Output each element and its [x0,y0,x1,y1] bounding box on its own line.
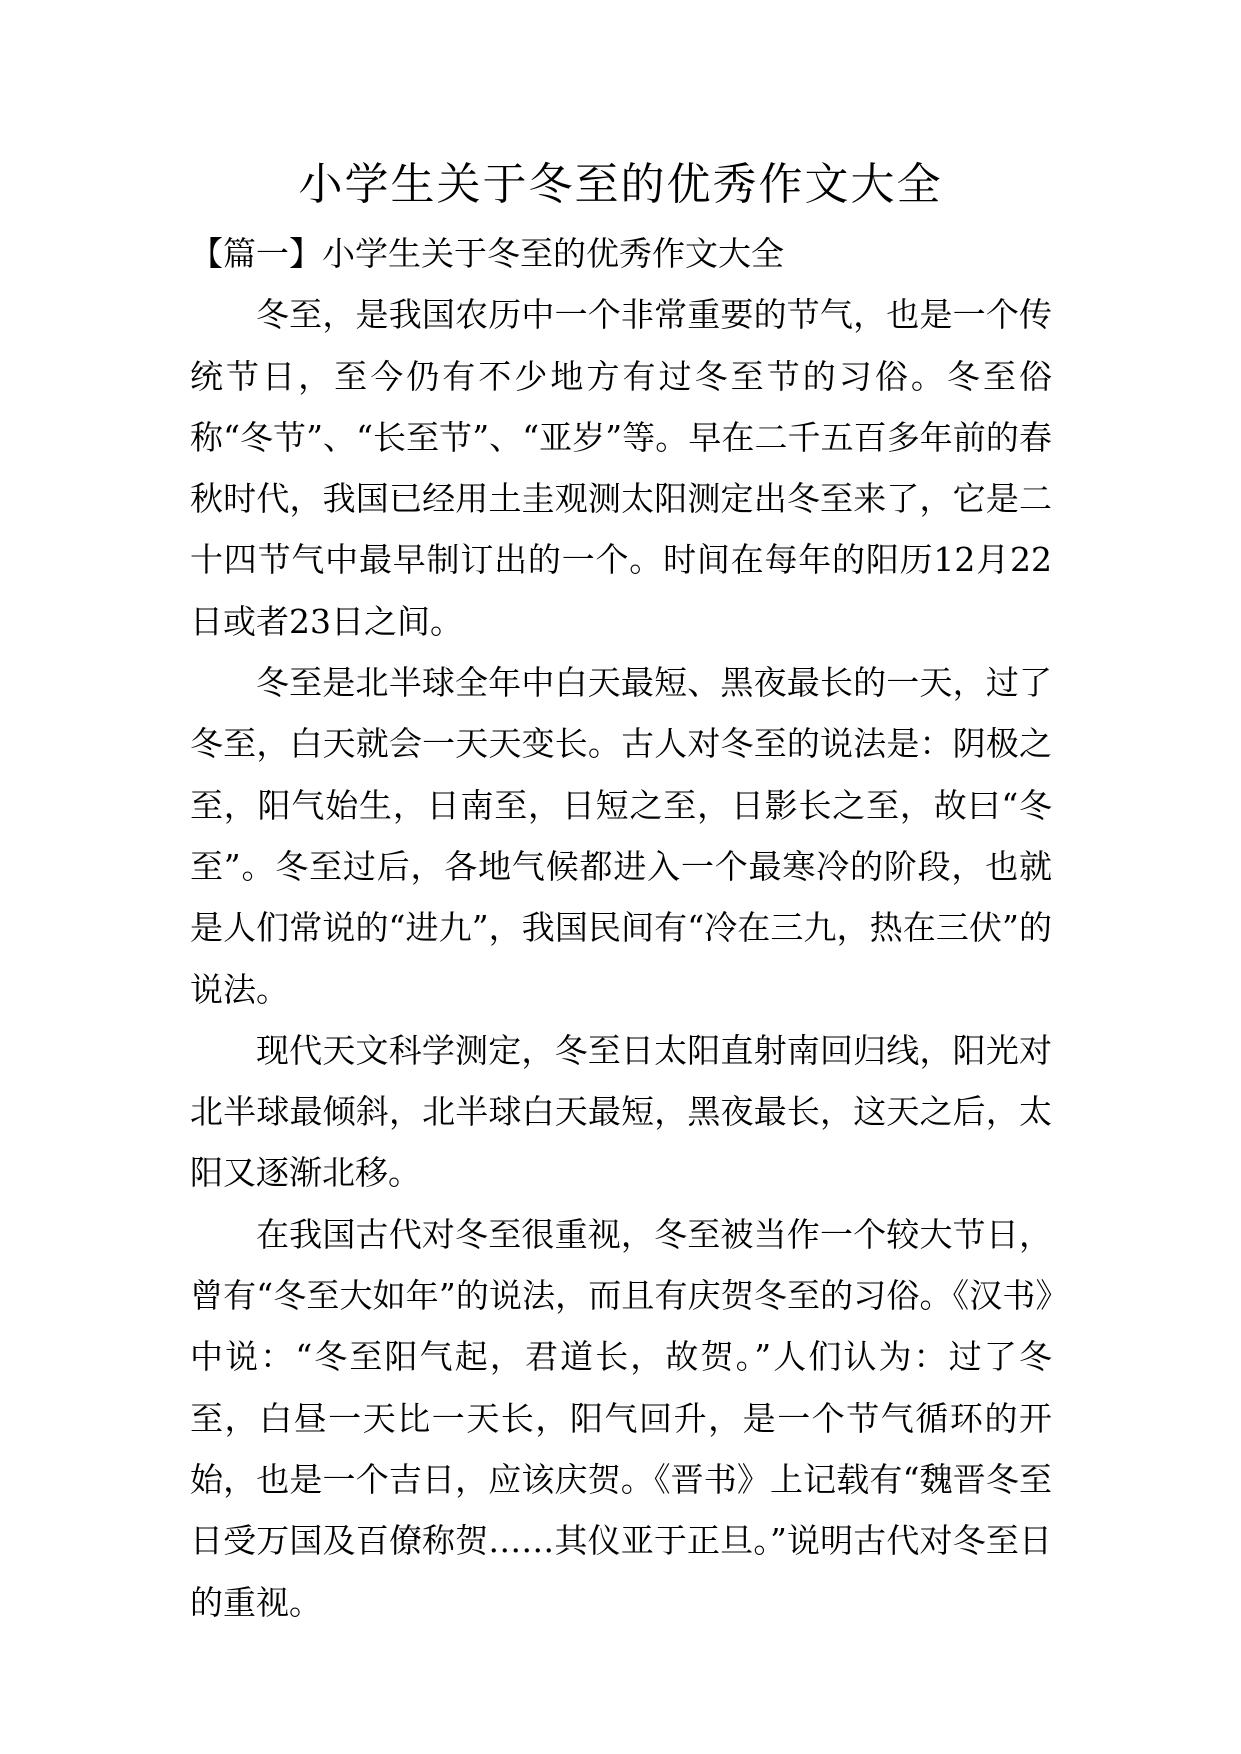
paragraph-1: 冬至，是我国农历中一个非常重要的节气，也是一个传统节日，至今仍有不少地方有过冬至节的习俗。冬至俗称“冬节”、“长至节”、“亚岁”等。早在二千五百多年前的春秋时代，我国已经用土圭观测太阳测定出冬至来了，它是二十四节气中最早制订出的一个。时间在每年的阳历12月22日或者23日之间。 [190,295,1052,641]
section-heading: 【篇一】小学生关于冬至的优秀作文大全 [190,234,784,273]
document-title: 小学生关于冬至的优秀作文大全 [298,159,943,210]
paragraph-3: 现代天文科学测定，冬至日太阳直射南回归线，阳光对北半球最倾斜，北半球白天最短，黑夜最长，这天之后，太阳又逐渐北移。 [190,1030,1052,1193]
paragraph-2: 冬至是北半球全年中白天最短、黑夜最长的一天，过了冬至，白天就会一天天变长。古人对冬至的说法是：阴极之至，阳气始生，日南至，日短之至，日影长之至，故曰“冬至”。冬至过后，各地气候都进入一个最寒冷的阶段，也就是人们常说的“进九”，我国民间有“冷在三九，热在三伏”的说法。 [190,663,1052,1009]
document-body [190,223,1052,1633]
paragraph-4: 在我国古代对冬至很重视，冬至被当作一个较大节日，曾有“冬至大如年”的说法，而且有庆贺冬至的习俗。《汉书》中说：“冬至阳气起，君道长，故贺。”人们认为：过了冬至，白昼一天比一天长，阳气回升，是一个节气循环的开始，也是一个吉日，应该庆贺。《晋书》上记载有“魏晋冬至日受万国及百僚称贺……其仪亚于正旦。”说明古代对冬至日的重视。 [190,1214,1052,1622]
